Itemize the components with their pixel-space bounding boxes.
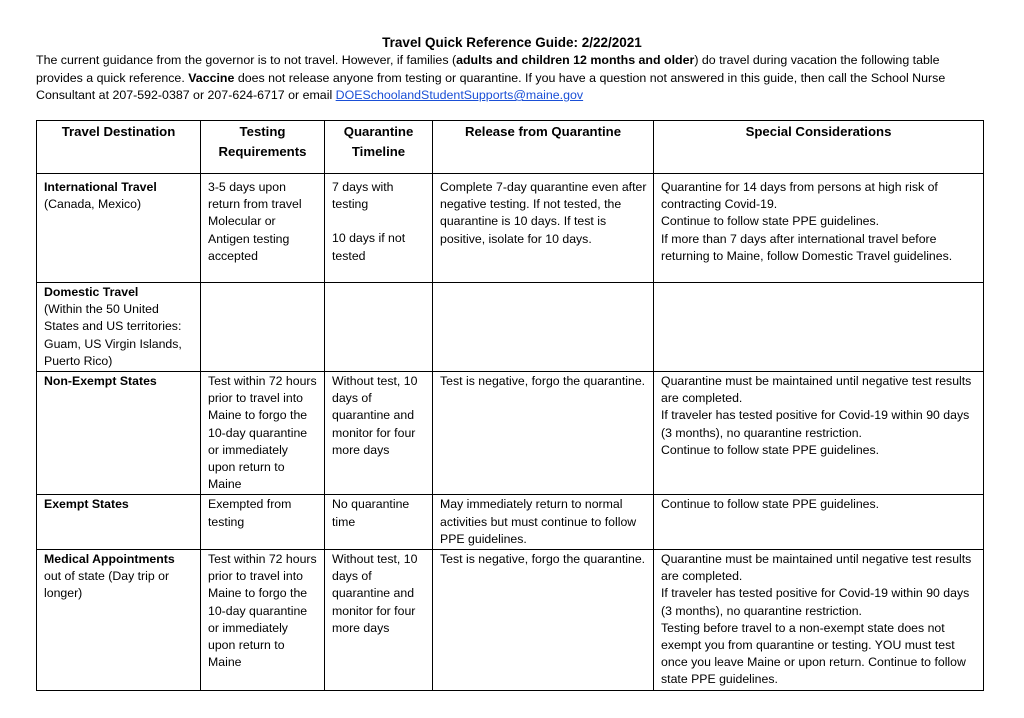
reference-table (36, 120, 984, 691)
destination-cell (37, 495, 201, 550)
intro-bold-1: adults and children 12 months and older (456, 53, 695, 67)
special-line: Quarantine must be maintained until negative test results are completed. (661, 374, 972, 406)
destination-name: Non-Exempt States (44, 374, 157, 389)
special-cell (654, 174, 984, 283)
quarantine-line: 10 days if not tested (332, 231, 406, 263)
special-line: Continue to follow state PPE guidelines. (661, 214, 880, 229)
header-special: Special Considerations (654, 121, 984, 174)
table-row (37, 550, 984, 691)
document-page (36, 34, 988, 687)
destination-cell (37, 174, 201, 283)
header-destination: Travel Destination (37, 121, 201, 174)
destination-cell (37, 372, 201, 495)
destination-name: Medical Appointments (44, 552, 175, 567)
destination-name: Domestic Travel (44, 285, 139, 299)
table-row (37, 283, 984, 372)
table-header-row (37, 121, 984, 174)
testing-cell: Exempted from testing (201, 495, 325, 550)
header-release: Release from Quarantine (433, 121, 654, 174)
release-cell (433, 283, 654, 372)
quarantine-cell: Without test, 10 days of quarantine and monitor for four more days (325, 550, 433, 691)
special-line: Quarantine for 14 days from persons at high risk of contracting Covid-19. (661, 180, 938, 212)
destination-detail: (Canada, Mexico) (44, 197, 142, 212)
release-cell: May immediately return to normal activities but must continue to follow PPE guidelines. (433, 495, 654, 550)
table-row (37, 174, 984, 283)
special-line: Testing before travel to a non-exempt state does not exempt you from quarantine or testing. YOU must test once you leave Maine or upon return. Continue to follow state PPE guidelines. (661, 620, 966, 687)
release-cell: Complete 7-day quarantine even after negative testing. If not tested, the quarantine is 10 days. If test is positive, isolate for 10 days. (433, 174, 654, 283)
destination-detail: out of state (Day trip or longer) (44, 569, 170, 601)
intro-paragraph (36, 52, 988, 105)
header-quarantine: Quarantine Timeline (325, 121, 433, 174)
special-line: Quarantine must be maintained until negative test results are completed. (661, 552, 972, 584)
special-line: Continue to follow state PPE guidelines. (661, 497, 880, 512)
special-cell (654, 550, 984, 691)
intro-bold-2: Vaccine (188, 70, 235, 85)
quarantine-cell (325, 283, 433, 372)
testing-cell: 3-5 days upon return from travel Molecular or Antigen testing accepted (201, 174, 325, 283)
destination-detail: (Within the 50 United States and US territories: Guam, US Virgin Islands, Puerto Rico) (44, 302, 182, 368)
intro-text-3: does not release anyone from testing or quarantine. If you have a question not answered in this guide, then call the School Nurse Consultant at 207-592-0387 or 207-624-6717 or email (36, 70, 946, 102)
special-cell (654, 283, 984, 372)
special-line: If more than 7 days after international travel before returning to Maine, follow Domestic Travel guidelines. (661, 231, 953, 263)
destination-cell (37, 550, 201, 691)
intro-text-2: ) do travel during vacation the following table provides a quick reference. (36, 53, 940, 85)
testing-cell: Test within 72 hours prior to travel into Maine to forgo the 10-day quarantine or immediately upon return to Maine (201, 372, 325, 495)
quarantine-cell: Without test, 10 days of quarantine and monitor for four more days (325, 372, 433, 495)
special-line: If traveler has tested positive for Covid-19 within 90 days (3 months), no quarantine restriction. (661, 586, 970, 618)
document-title: Travel Quick Reference Guide: 2/22/2021 (382, 35, 642, 50)
header-testing: Testing Requirements (201, 121, 325, 174)
special-line: If traveler has tested positive for Covid-19 within 90 days (3 months), no quarantine restriction. (661, 408, 970, 440)
destination-name: International Travel (44, 180, 157, 194)
testing-cell: Test within 72 hours prior to travel into Maine to forgo the 10-day quarantine or immediately upon return to Maine (201, 550, 325, 691)
intro-text-1: The current guidance from the governor is to not travel. However, if families ( (36, 53, 457, 67)
quarantine-cell (325, 174, 433, 283)
quarantine-cell: No quarantine time (325, 495, 433, 550)
email-link[interactable]: DOESchoolandStudentSupports@maine.gov (335, 88, 584, 102)
table-row (37, 372, 984, 495)
testing-cell (201, 283, 325, 372)
destination-cell (37, 283, 201, 372)
release-cell: Test is negative, forgo the quarantine. (433, 550, 654, 691)
special-cell (654, 495, 984, 550)
release-cell: Test is negative, forgo the quarantine. (433, 372, 654, 495)
special-line: Continue to follow state PPE guidelines. (661, 442, 880, 457)
destination-name: Exempt States (44, 497, 129, 512)
special-cell (654, 372, 984, 495)
table-row (37, 495, 984, 550)
quarantine-line: 7 days with testing (332, 180, 394, 212)
